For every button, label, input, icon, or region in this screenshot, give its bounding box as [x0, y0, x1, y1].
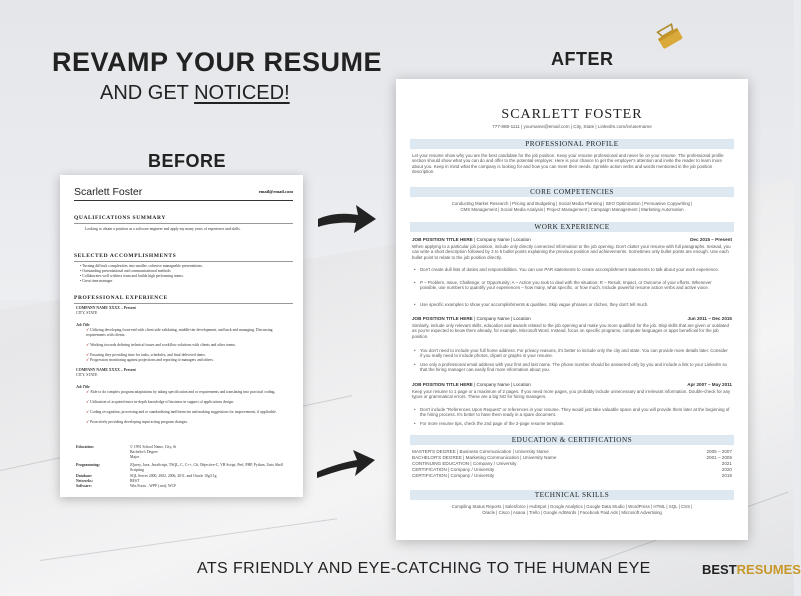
- skills-line: Compiling Status Reports | Salesforce | HubSpot | Google Analytics | Google Data Studio | WordPress | HTML | SQL | CSS |: [451, 504, 693, 509]
- summary-text: Looking to obtain a position as a software engineer and apply my many years of experience and skills.: [85, 227, 241, 231]
- job-dates: Dec 2015 – Present: [690, 237, 732, 242]
- job-description: Similarly, include only relevant skills, education and awards related to the job opening and make you more qualified for the job. Skip skills that are given or outdated as you're expected to know them already, for example, Microsoft Word. Instead, focus on specific programs, computer languages or apps beneficial for the job position.: [412, 323, 729, 339]
- list-item: • P – Problem, Issue, Challenge, or Opportunity; A – Action you took to deal with the situation; R – Result, Impact, or Outcome of your efforts. Whenever possible, use numbers to quantify your experiences – how many, what specific, or how much. Include powerful resume action verbs and active voice.: [420, 280, 730, 291]
- profile-text: Let your resume show why you are the best candidate for the job position. Keep your resume professional and never lie on your resume. The professional profile section should show what you can do and offer to the potential employer. Here is your chance to get the employer's attention and invite the reader to learn more about you. Keep in mind what the company is looking for and how you can meet their needs. Sprinkle action verbs and words mentioned in the job position description.: [412, 153, 724, 175]
- tagline: ATS FRIENDLY AND EYE-CATCHING TO THE HUMAN EYE: [197, 560, 651, 577]
- arrow-right-icon: [313, 442, 379, 482]
- job-description: When applying to a particular job position, include only directly connected information to the job opening. Don't clutter your resume with full paragraphs. Instead, you can write a short description followed by 3 to 5 bullet points explaining the previous position and achievements. Sometimes only bullet points are enough. Use each bullet point to relate to the job position directly.: [412, 244, 731, 260]
- detail-label: Programming:: [76, 463, 100, 467]
- list-item: ✓ Proactively providing developing input acting program changes.: [86, 420, 188, 424]
- education-row: CERTIFICATION | Company / University 2019: [412, 473, 732, 478]
- job-location: CITY, STATE: [76, 311, 98, 315]
- job-dates: Apr 2007 – May 2011: [687, 382, 732, 387]
- divider: [74, 223, 293, 224]
- list-item: ✓ Progression monitoring against projections and reporting to managers and others.: [86, 358, 214, 362]
- job-company: COMPANY NAME XXXX – Present: [76, 306, 136, 310]
- section-heading: QUALIFICATIONS SUMMARY: [74, 215, 166, 221]
- before-name: Scarlett Foster: [74, 186, 143, 198]
- detail-label: Education:: [76, 445, 94, 449]
- subhead-prefix: AND GET: [100, 82, 195, 104]
- detail-label: Software:: [76, 484, 92, 488]
- section-heading: TECHNICAL SKILLS: [534, 490, 610, 499]
- detail-label: Database:: [76, 474, 93, 478]
- list-item: • Great time manager: [80, 279, 113, 283]
- list-item: ✓ Able to do complex program adaptations by taking specification and or requirements and translating into practical coding.: [86, 390, 276, 394]
- list-item: ✓ Working towards defining technical issues and workflow solutions with clients and other teams.: [86, 343, 236, 347]
- headline: REVAMP YOUR RESUME: [52, 47, 383, 77]
- section-heading: EDUCATION & CERTIFICATIONS: [511, 435, 633, 444]
- after-resume: [396, 79, 748, 540]
- job-title: Job Title: [76, 385, 90, 389]
- after-name: SCARLETT FOSTER: [501, 107, 643, 122]
- brand-logo: BESTRESUMES: [702, 562, 801, 577]
- subhead-underlined: NOTICED!: [194, 82, 290, 104]
- divider: [74, 261, 293, 262]
- list-item: • Turning difficult complexities into smaller, cohesive manageable presentations.: [80, 264, 203, 268]
- section-heading: PROFESSIONAL EXPERIENCE: [74, 295, 168, 301]
- competencies-line: Conducting Market Research | Pricing and Budgeting | Social Media Planning | SEO Optimization | Persuasive Copywriting |: [451, 201, 693, 206]
- list-item: • Use specific examples to show your accomplishments & qualities. Skip vague phrases or cliches, they don't tell much.: [420, 302, 730, 307]
- job-header: JOB POSITION TITLE HERE | Company Name | Location Apr 2007 – May 2011: [412, 382, 732, 387]
- before-email: email@email.com: [258, 189, 293, 194]
- detail-value: Win Form – WPF (.net), WCF: [130, 484, 177, 488]
- job-location: CITY, STATE: [76, 373, 98, 377]
- job-header: JOB POSITION TITLE HERE | Company Name | Location Dec 2015 – Present: [412, 237, 732, 242]
- job-header: JOB POSITION TITLE HERE | Company Name | Location Jun 2011 – Dec 2015: [412, 316, 732, 321]
- section-heading: PROFESSIONAL PROFILE: [525, 139, 619, 148]
- subheadline: [100, 82, 290, 105]
- before-label: BEFORE: [148, 151, 227, 171]
- job-company: COMPANY NAME XXXX – Present: [76, 368, 136, 372]
- job-title: Job Title: [76, 323, 90, 327]
- education-row: CERTIFICATION | Company / University 2020: [412, 467, 732, 472]
- skills-line: Oracle | Cisco | Asana | Trello | Google AdWords | Facebook Paid Ads | Microsoft Advertising: [482, 510, 662, 515]
- section-heading: SELECTED ACCOMPLISHMENTS: [74, 253, 177, 259]
- list-item: ✓ Utilization of acquired more in-depth knowledge of business in support of applications design.: [86, 400, 234, 404]
- education-row: MASTER'S DEGREE | Business Communication | University Name 2005 – 2007: [412, 449, 732, 454]
- detail-value: BEST: [130, 479, 140, 483]
- list-item: • Use only a professional email address with your first and last name. The phone number should be answered only by you and include a link to your LinkedIn so that the hiring manager can easily find more information about you.: [420, 362, 730, 373]
- list-item: • Don't create dull lists of duties and responsibilities. You can use PAR statements to create accomplishment statements to talk about your work experience.: [420, 267, 730, 272]
- list-item: ✓ Utilizing developing front-end with client side validating, middle-tier development, and back end managing. Discussing requirements with clients.: [86, 328, 273, 337]
- section-heading: WORK EXPERIENCE: [534, 222, 610, 231]
- divider: [74, 303, 293, 304]
- detail-label: Networks:: [76, 479, 93, 483]
- education-row: BACHELOR'S DEGREE | Marketing Communication | University Name 2001 – 2005: [412, 455, 732, 460]
- detail-value: SQL Server 2000, 2002, 2006, 2011, and Oracle 10g/11g: [130, 474, 217, 478]
- before-resume: [60, 175, 303, 497]
- detail-value: © 1991 School Name, City, St Bachelor's Degree Major: [130, 445, 177, 459]
- job-dates: Jun 2011 – Dec 2015: [687, 316, 732, 321]
- list-item: • Collaborates well within a team and builds high performing teams.: [80, 274, 184, 278]
- detail-value: JQuery, Java, JavaScript, TSQL, C, C++, C#, Objective-C, VB Script, Perl, PHP, Python, Unix Shell Scripting: [130, 463, 283, 472]
- list-item: • For more resume tips, check the 2nd page of the 2-page resume template.: [420, 421, 730, 426]
- list-item: ✓ Coding recognition, processing and or standardizing inefficiencies and making suggestions for improvement, if applicable.: [86, 410, 277, 414]
- list-item: • Outstanding presentational and communicational methods: [80, 269, 171, 273]
- list-item: • You don't need to include your full home address. For privacy reasons, it's better to include only the city and state. You can provide more details later. Consider if you really need to include photos, clipart or graphs in your resume.: [420, 348, 730, 359]
- education-row: CONTINUING EDUCATION | Company / University 2021: [412, 461, 732, 466]
- competencies-line: CMS Management | Social Media Analysis | Project Management | Campaign Management | Marketing Automation: [460, 207, 684, 212]
- after-label: AFTER: [551, 49, 614, 69]
- section-heading: CORE COMPETENCIES: [530, 187, 614, 196]
- divider: [74, 200, 293, 201]
- after-contact: 777-888-1111 | yourname@email.com | City, State | LinkedIn.com/in/username: [492, 124, 652, 129]
- list-item: • Don't include "References Upon Request" or references in your resume. They would just take valuable space and you will provide them later at the beginning of the hiring process. It's better to have them ready in a spare document.: [420, 407, 730, 418]
- arrow-right-icon: [314, 193, 380, 239]
- job-description: Keep your resume to 1 page or a maximum of 2 pages. If you need more pages, you probably include unnecessary and irrelevant information. Double-check for any typos or grammatical errors. These are a big NO for hiring managers.: [412, 389, 731, 400]
- list-item: ✓ Ensuring they providing time for tasks, schedules, and final delivered items.: [86, 353, 206, 357]
